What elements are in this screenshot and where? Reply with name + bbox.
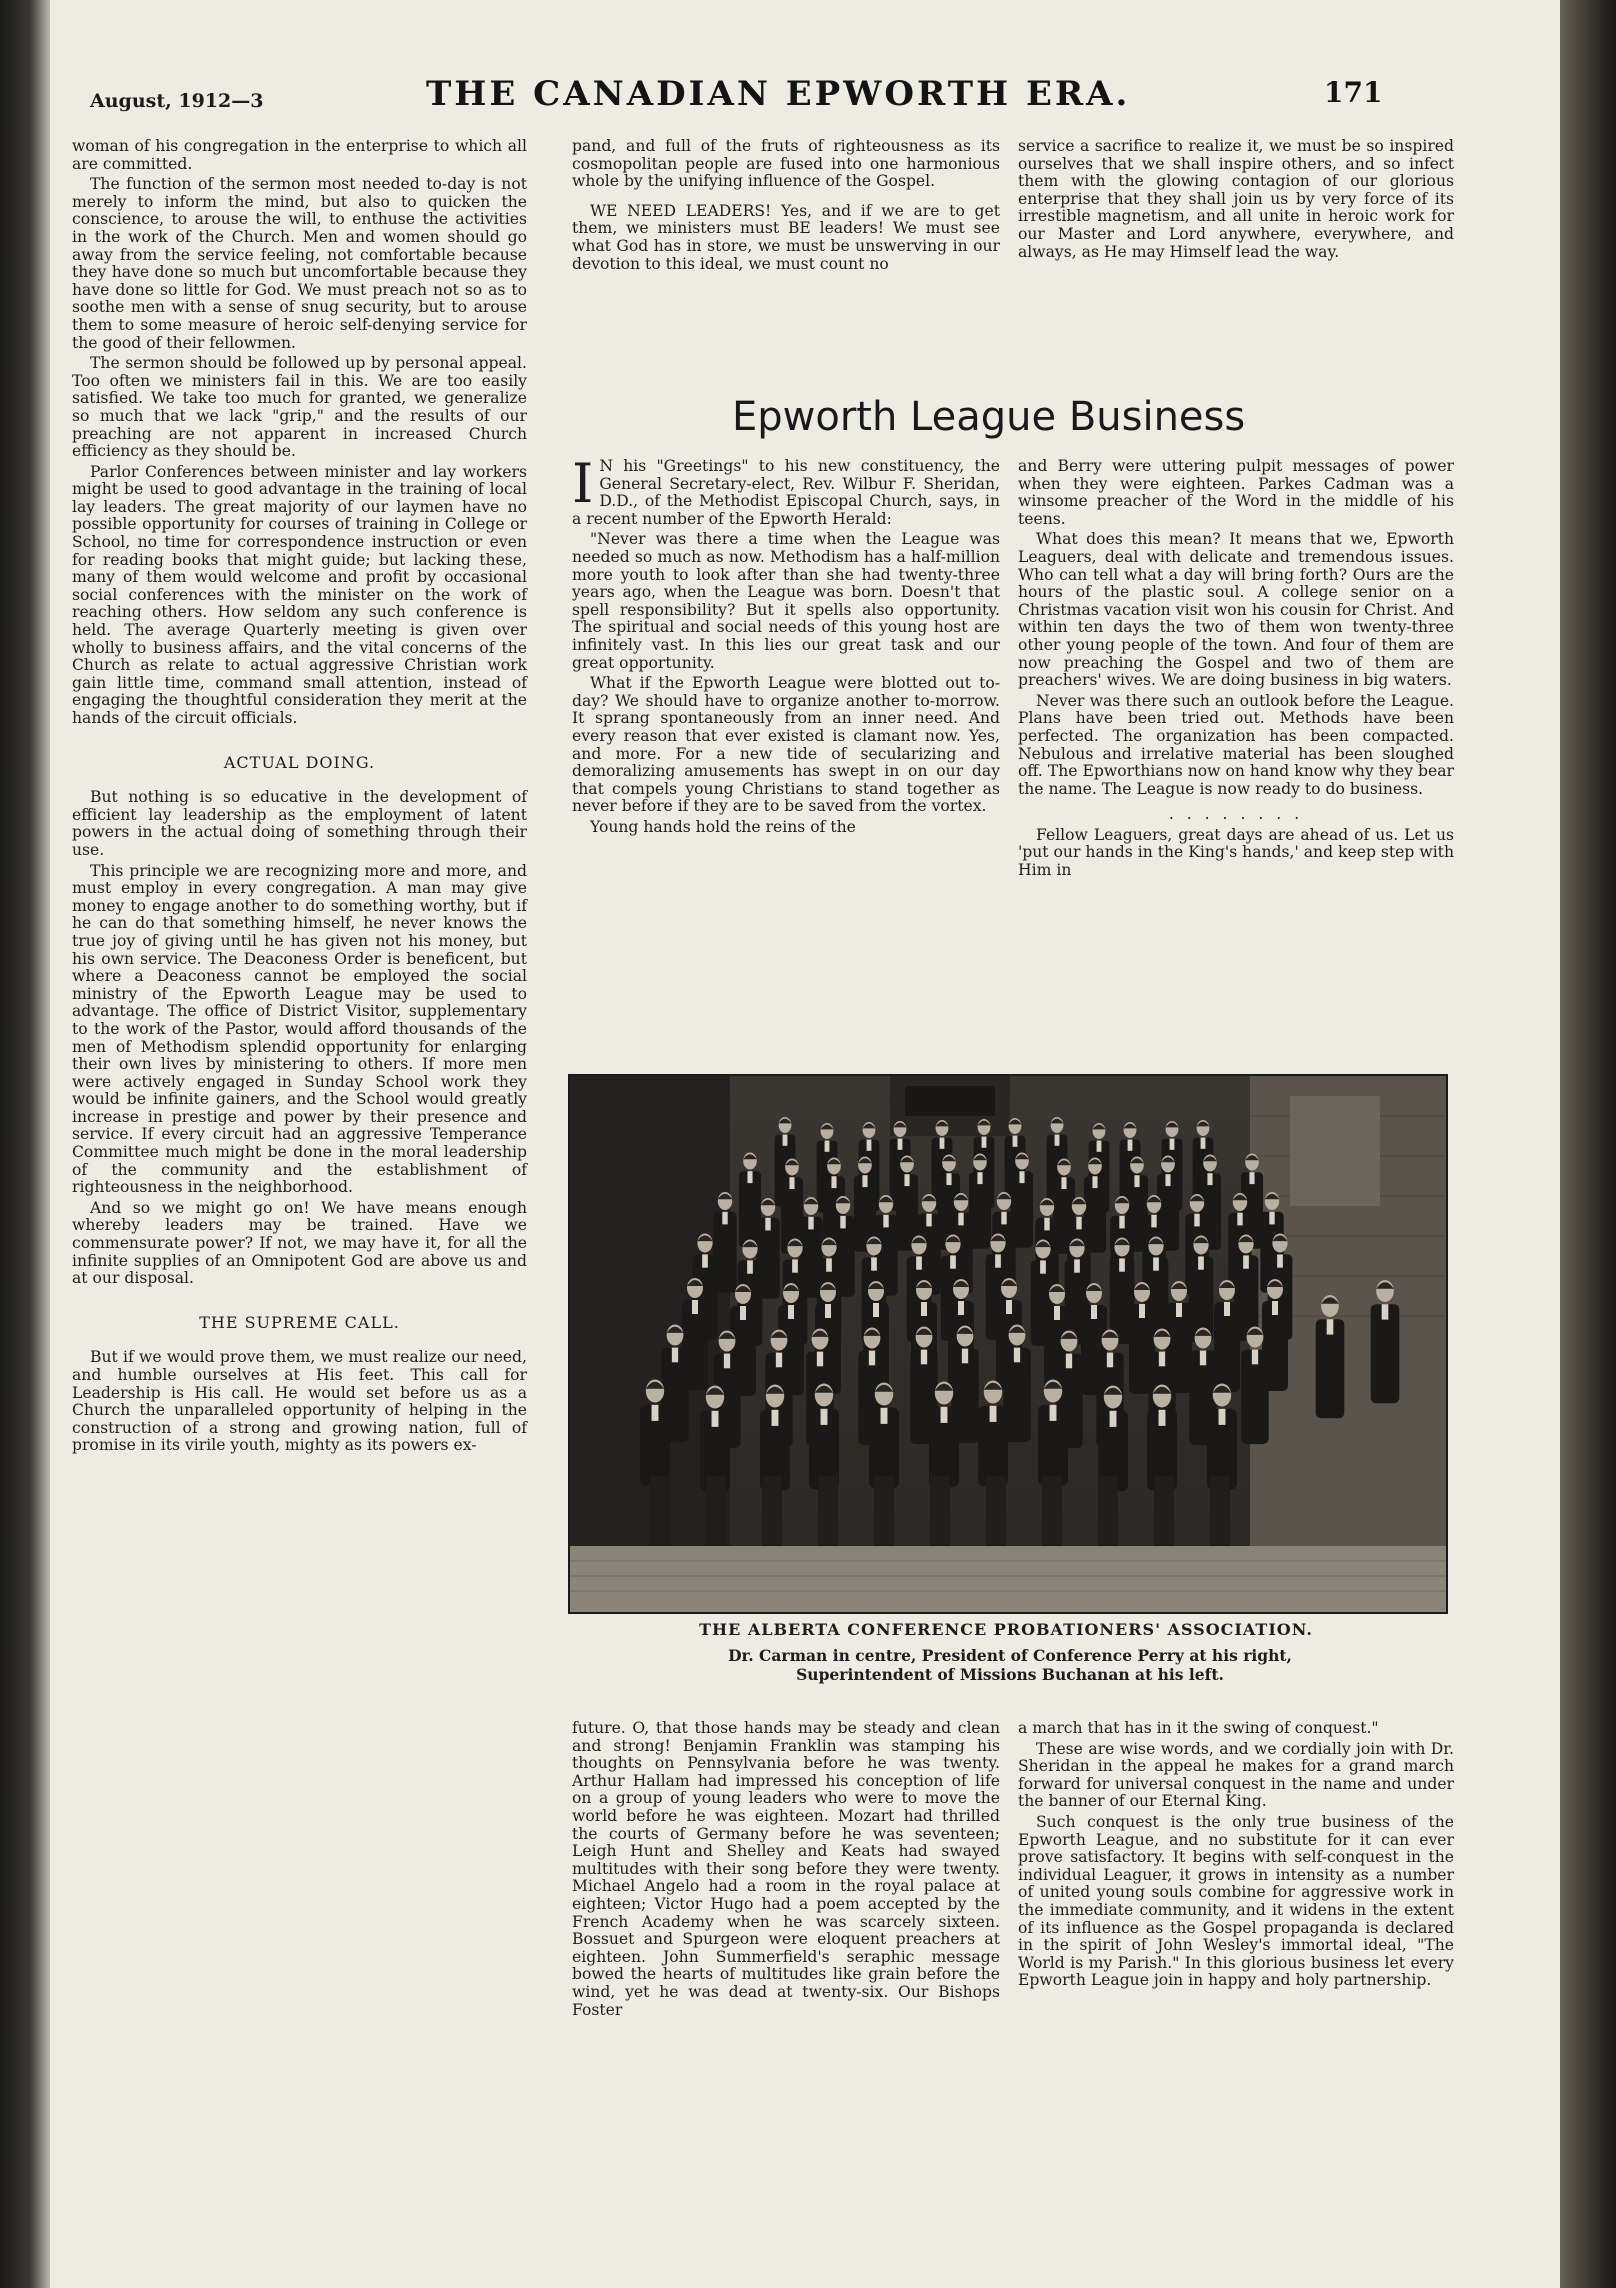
lead-text: N his "Greetings" to his new constituency, the General Secretary-elect, Rev. Wilbur F. Sheridan, D.D., of the Methodist Episcopal Church, says, in a recent number of the Epworth Herald:: [572, 457, 1000, 528]
paragraph: The function of the sermon most needed to-day is not merely to inform the mind, but also to quicken the conscience, to arouse the will, to enthuse the activities in the work of the Church. Men and women should go away from the service feeling, not comfortable because they have done so much but uncomfortable because they have done so little for God. We must preach not so as to soothe men with a sense of snug security, but to arouse them to some measure of heroic self-denying service for the good of their fellowmen.: [72, 175, 527, 352]
paragraph: WE NEED LEADERS! Yes, and if we are to get them, we ministers must BE leaders! We must see what God has in store, we must be unswerving in our devotion to this ideal, we must count no: [572, 201, 1000, 273]
column-2-top: [572, 138, 1000, 276]
column-2-article: [572, 452, 1000, 839]
paragraph: These are wise words, and we cordially join with Dr. Sheridan in the appeal he makes for a grand march forward for universal conquest in the name and under the banner of our Eternal King.: [1018, 1739, 1454, 1811]
subheading-supreme-call: THE SUPREME CALL.: [199, 1312, 400, 1332]
page-number: 171: [1324, 76, 1383, 109]
paragraph: . . . . . . . .: [1168, 805, 1304, 824]
paragraph: But if we would prove them, we must realize our need, and humble ourselves at His feet. This call for Leadership is His call. He would set before us as a Church the unparalleled opportunity of helping in the construction of a strong and growing nation, full of promise in its virile youth, mighty as its powers ex-: [72, 1348, 527, 1455]
photo-caption-text: Dr. Carman in centre, President of Conference Perry at his right, Superintendent of Missions Buchanan at his left.: [728, 1646, 1292, 1684]
photo-image: [570, 1076, 1446, 1612]
photo-caption-title: THE ALBERTA CONFERENCE PROBATIONERS' ASSOCIATION.: [699, 1620, 1313, 1639]
paragraph: pand, and full of the fruts of righteousness as its cosmopolitan people are fused into one harmonious whole by the unifying influence of the Gospel.: [572, 137, 1000, 191]
column-2-bottom: [572, 1720, 1000, 2022]
column-3-article: [1018, 458, 1454, 883]
paragraph: Young hands hold the reins of the: [590, 817, 856, 836]
column-3-top: [1018, 138, 1454, 264]
paragraph: Parlor Conferences between minister and lay workers might be used to good advantage in the training of local lay leaders. The great majority of our laymen have no possible opportunity for courses of training in College or School, no time for correspondence instruction or even for reading books that might guide; but lacking these, many of them would welcome and profit by occasional social conferences with the minister on the work of reaching others. How seldom any such conference is held. The average Quarterly meeting is given over wholly to business affairs, and the vital concerns of the Church as relate to actual aggressive Christian work gain little time, command small attention, instead of engaging the thoughtful consideration they merit at the hands of the circuit officials.: [72, 462, 527, 727]
paragraph: and Berry were uttering pulpit messages of power when they were eighteen. Parkes Cadman was a winsome preacher of the Word in the middle of his teens.: [1018, 457, 1454, 528]
paragraph: What if the Epworth League were blotted out to-day? We should have to organize another to-morrow. It sprang spontaneously from an inner need. And every reason that ever existed is clamant now. Yes, and more. For a new tide of secularizing and demoralizing amusements has swept in on our day that compels young Christians to stand together as never before if they are to be saved from the vortex.: [572, 674, 1000, 816]
paragraph: Fellow Leaguers, great days are ahead of us. Let us 'put our hands in the King's hands,' and keep step with Him in: [1018, 825, 1454, 880]
paragraph: "Never was there a time when the League was needed so much as now. Methodism has a half-million more youth to look after than she had twenty-three years ago, when the League was born. Doesn't that spell responsibility? But it spells also opportunity. The spiritual and social needs of this young host are infinitely vast. In this lies our great task and our great opportunity.: [572, 530, 1000, 672]
paragraph: The sermon should be followed up by personal appeal. Too often we ministers fail in this. We are too easily satisfied. We take too much for granted, we generalize so much that we lack "grip," and the results of our preaching are not apparent in increased Church efficiency as they should be.: [72, 354, 527, 461]
paragraph-lead: [572, 452, 1000, 528]
header-title: THE CANADIAN EPWORTH ERA.: [426, 74, 1131, 114]
paragraph: But nothing is so educative in the development of efficient lay leadership as the employment of latent powers in the actual doing of something through their use.: [72, 788, 527, 859]
paragraph: Never was there such an outlook before the League. Plans have been tried out. Methods have been perfected. The organization has been compacted. Nebulous and irrelative material has been sloughed off. The Epworthians now on hand know why they bear the name. The League is now ready to do business.: [1018, 691, 1454, 798]
column-1: [72, 138, 527, 1458]
article-headline: Epworth League Business: [732, 394, 1246, 440]
drop-cap: I: [572, 452, 594, 515]
paragraph: Such conquest is the only true business of the Epworth League, and no substitute for it can ever prove satisfactory. It begins with self-conquest in the individual Leaguer, it grows in intensity as a number of united young souls combine for aggressive work in the immediate community, and it widens in the extent of its influence as the Gospel propaganda is declared in the spirit of John Wesley's immortal ideal, "The World is my Parish." In this glorious business let every Epworth League join in happy and holy partnership.: [1018, 1812, 1454, 1990]
subheading-actual-doing: ACTUAL DOING.: [223, 752, 376, 772]
header-date: August, 1912—3: [90, 90, 264, 112]
paragraph: And so we might go on! We have means enough whereby leaders may be trained. Have we commensurate power? If not, we may have it, for all the infinite supplies of an Omnipotent God are above us and at our disposal.: [72, 1198, 527, 1288]
paragraph: future. O, that those hands may be steady and clean and strong! Benjamin Franklin was stamping his thoughts on Pennsylvania before he was twenty. Arthur Hallam had impressed his conception of life on a group of young leaders who were to move the world before he was eighteen. Mozart had thrilled the courts of Germany before he was seventeen; Leigh Hunt and Shelley and Keats had swayed multitudes with their song before they were twenty. Michael Angelo had a room in the royal palace at eighteen; Victor Hugo had a poem accepted by the French Academy when he was scarcely sixteen. Bossuet and Spurgeon were eloquent preachers at eighteen. John Summerfield's seraphic message bowed the hearts of multitudes like grain before the wind, yet he was dead at twenty-six. Our Bishops Foster: [572, 1719, 1000, 2019]
paragraph: woman of his congregation in the enterprise to which all are committed.: [72, 137, 527, 173]
paragraph: What does this mean? It means that we, Epworth Leaguers, deal with delicate and tremendous issues. Who can tell what a day will bring forth? Ours are the hours of the plastic soul. A college senior on a Christmas vacation visit won his cousin for Christ. And within ten days the two of them won twenty-three other young people of the town. And four of them are now preaching the Gospel and two of them are preachers' wives. We are doing business in big waters.: [1018, 530, 1454, 690]
group-photograph: [568, 1074, 1448, 1614]
column-3-bottom: [1018, 1720, 1454, 1993]
book-spine: [1560, 0, 1616, 2288]
paragraph: service a sacrifice to realize it, we must be so inspired ourselves that we shall inspire others, and so infect them with the glowing contagion of our glorious enterprise that they shall join us by very force of its irrestible magnetism, and all unite in heroic work for our Master and Lord anywhere, everywhere, and always, as He may Himself lead the way.: [1018, 137, 1454, 261]
paragraph: a march that has in it the swing of conquest.": [1018, 1719, 1379, 1737]
paragraph: This principle we are recognizing more and more, and must employ in every congregation. A man may give money to engage another to do something worthy, but if he can do that something himself, he never knows the true joy of giving until he has given not his money, but his own service. The Deaconess Order is beneficent, but where a Deaconess cannot be employed the social ministry of the Epworth League may be used to advantage. The office of District Visitor, supplementary to the work of the Pastor, would afford thousands of the men of Methodism splendid opportunity for enlarging their own lives by ministering to others. If more men were actively engaged in Sunday School work they would be infinite gainers, and the School would greatly increase in prestige and power by their presence and service. If every circuit had an aggressive Temperance Committee much might be done in the moral leadership of the community and the establishment of righteousness in the neighborhood.: [72, 861, 527, 1197]
book-left-edge: [0, 0, 50, 2288]
